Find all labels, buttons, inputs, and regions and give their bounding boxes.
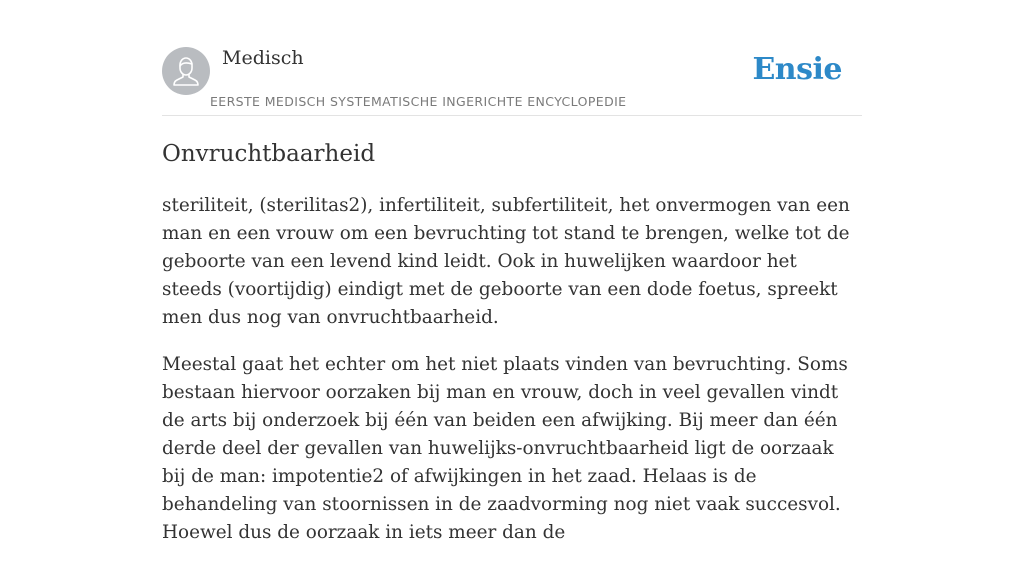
page-container bbox=[162, 0, 862, 543]
brand-logo[interactable]: Ensie bbox=[752, 52, 842, 87]
article-title: Onvruchtbaarheid bbox=[162, 141, 376, 167]
site-name[interactable]: Medisch bbox=[222, 47, 304, 69]
site-subtitle: EERSTE MEDISCH SYSTEMATISCHE INGERICHTE ENCYCLOPEDIE bbox=[210, 94, 627, 109]
article-paragraph: steriliteit, (sterilitas2), infertiliteit, subfertiliteit, het onvermogen van een man en een vrouw om een bevruchting tot stand te brengen, welke tot de geboorte van een levend kind leidt. Ook in huwelijken waardoor het steeds (voortijdig) eindigt met de geboorte van een dode foetus, spreekt men dus nog van onvruchtbaarheid. bbox=[162, 195, 850, 328]
avatar[interactable] bbox=[162, 47, 210, 95]
header bbox=[162, 0, 862, 116]
article-body bbox=[162, 192, 862, 566]
article-paragraph: Meestal gaat het echter om het niet plaats vinden van bevruchting. Soms bestaan hiervoor oorzaken bij man en vrouw, doch in veel gevallen vindt de arts bij onderzoek bij één van beiden een afwijking. Bij meer dan één derde deel der gevallen van huwelijks-onvruchtbaarheid ligt de oorzaak bij de man: impotentie2 of afwijkingen in het zaad. Helaas is de behandeling van stoornissen in de zaadvorming nog niet vaak succesvol. Hoewel dus de oorzaak in iets meer dan de bbox=[162, 354, 848, 543]
user-icon bbox=[162, 47, 210, 95]
